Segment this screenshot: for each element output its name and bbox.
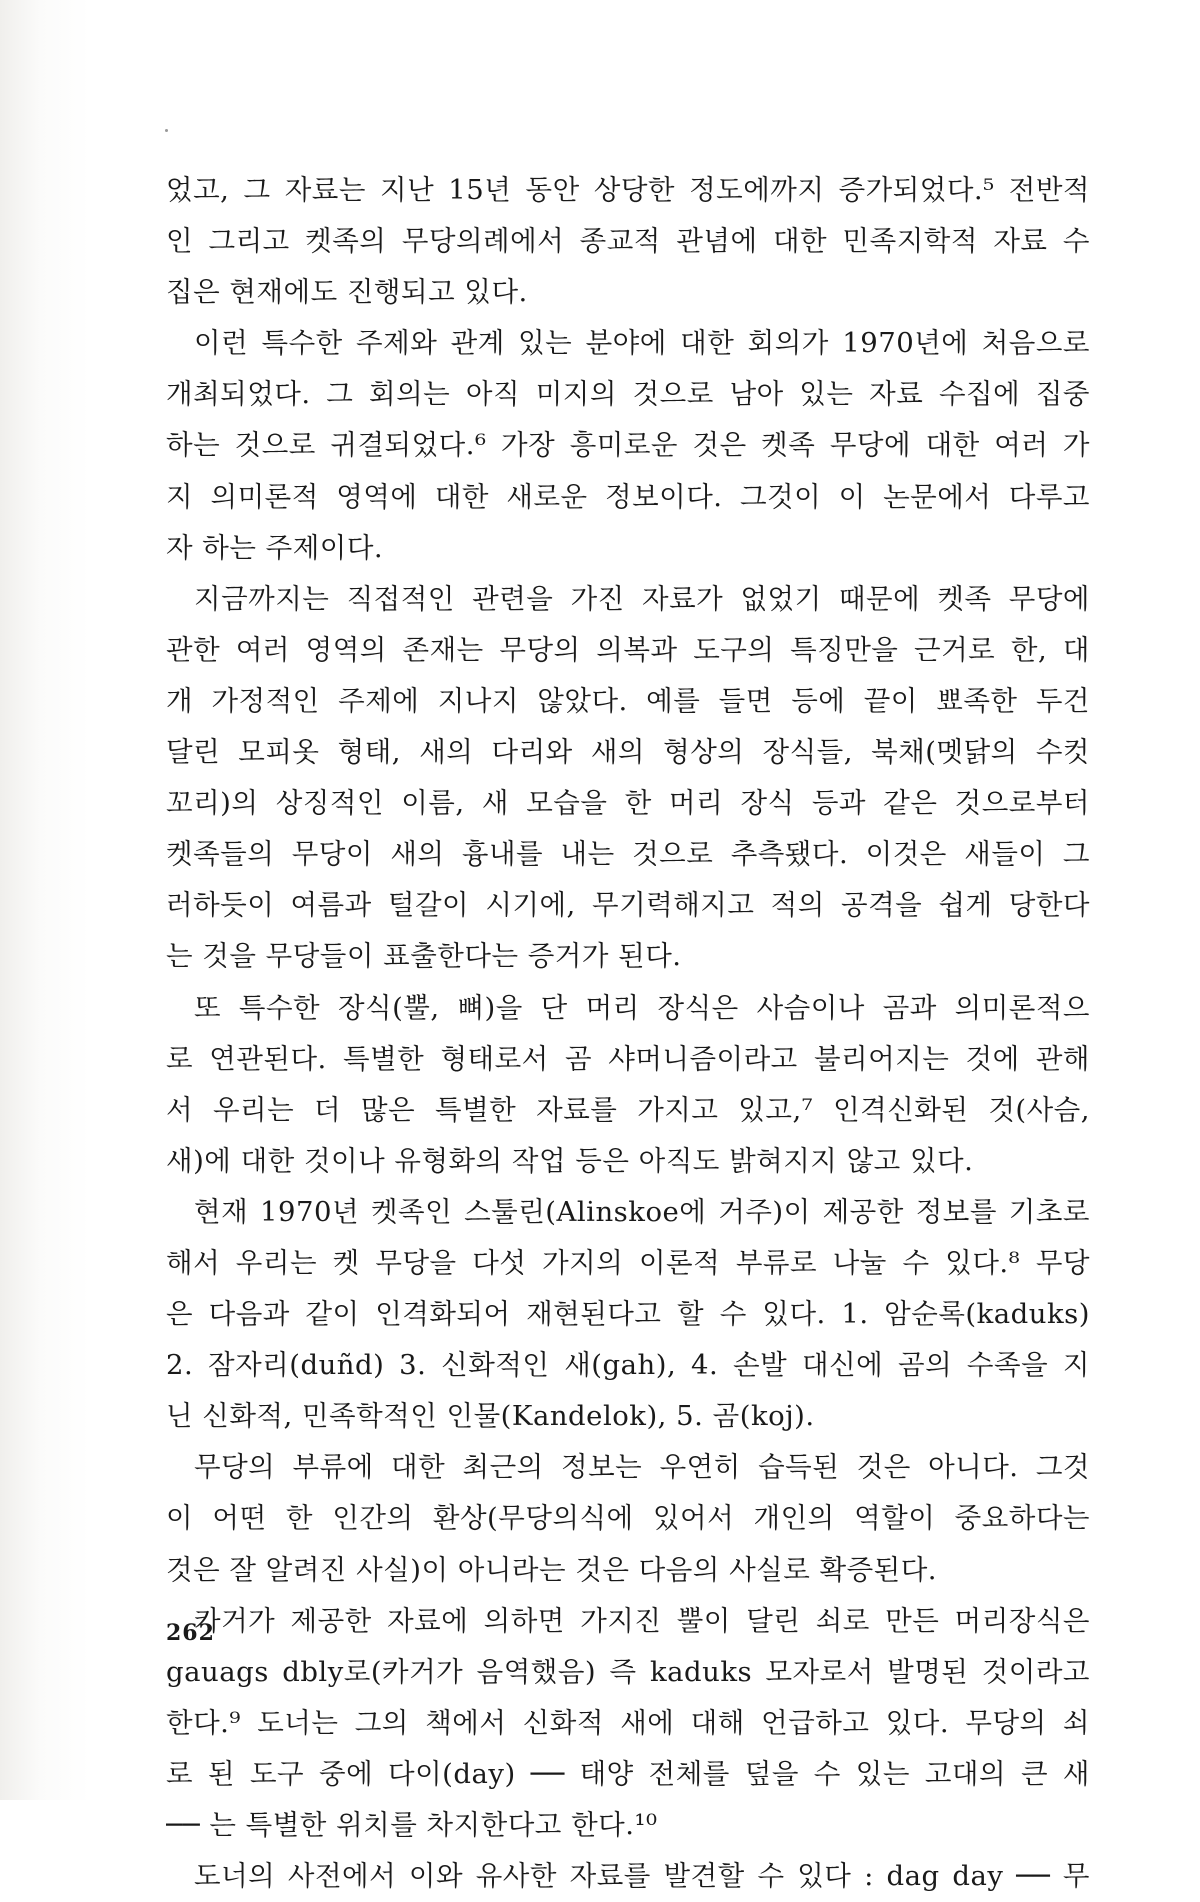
body-text (166, 165, 1090, 1902)
text-line: 이 어떤 한 인간의 환상(무당의식에 있어서 개인의 역할이 중요하다는 (166, 1502, 1090, 1535)
text-line: 무당의 부류에 대한 최근의 정보는 우연히 습득된 것은 아니다. 그것 (194, 1451, 1090, 1484)
text-line: 닌 신화적, 민족학적인 인물(Kandelok), 5. 곰(koj). (166, 1400, 815, 1433)
text-line: 해서 우리는 켓 무당을 다섯 가지의 이론적 부류로 나눌 수 있다.⁸ 무당 (166, 1246, 1090, 1279)
text-line: 카거가 제공한 자료에 의하면 가지진 뿔이 달린 쇠로 만든 머리장식은 (194, 1604, 1090, 1637)
text-line: 로 연관된다. 특별한 형태로서 곰 샤머니즘이라고 불리어지는 것에 관해 (166, 1042, 1090, 1075)
text-line: 지 의미론적 영역에 대한 새로운 정보이다. 그것이 이 논문에서 다루고 (166, 480, 1090, 513)
text-line: 한다.⁹ 도너는 그의 책에서 신화적 새에 대해 언급하고 있다. 무당의 쇠 (166, 1706, 1090, 1739)
text-line: 현재 1970년 켓족인 스툴린(Alinskoe에 거주)이 제공한 정보를 기초로 (194, 1195, 1090, 1228)
text-line: 이런 특수한 주제와 관계 있는 분야에 대한 회의가 1970년에 처음으로 (194, 327, 1090, 360)
text-line: 2. 잠자리(duñd) 3. 신화적인 새(gah), 4. 손발 대신에 곰의 수족을 지 (166, 1349, 1090, 1382)
text-line: 집은 현재에도 진행되고 있다. (166, 276, 528, 309)
text-line: 는 것을 무당들이 표출한다는 증거가 된다. (166, 940, 682, 973)
text-line: 도너의 사전에서 이와 유사한 자료를 발견할 수 있다 : dag day ── 무 (194, 1860, 1090, 1893)
text-line: 것은 잘 알려진 사실)이 아니라는 것은 다음의 사실로 확증된다. (166, 1553, 938, 1586)
page-number: 262 (166, 1620, 215, 1646)
scan-speck (165, 129, 168, 132)
text-line: 서 우리는 더 많은 특별한 자료를 가지고 있고,⁷ 인격신화된 것(사슴, (166, 1093, 1090, 1126)
text-line: 자 하는 주제이다. (166, 531, 384, 564)
text-line: 새)에 대한 것이나 유형화의 작업 등은 아직도 밝혀지지 않고 있다. (166, 1144, 974, 1177)
text-line: 개 가정적인 주제에 지나지 않았다. 예를 들면 등에 끝이 뾰족한 두건 (166, 684, 1090, 717)
text-line: 은 다음과 같이 인격화되어 재현된다고 할 수 있다. 1. 암순록(kaduks) (166, 1298, 1090, 1331)
text-line: 지금까지는 직접적인 관련을 가진 자료가 없었기 때문에 켓족 무당에 (194, 582, 1090, 615)
text-line: 러하듯이 여름과 털갈이 시기에, 무기력해지고 적의 공격을 쉽게 당한다 (166, 889, 1090, 922)
text-line: 개최되었다. 그 회의는 아직 미지의 것으로 남아 있는 자료 수집에 집중 (166, 378, 1090, 411)
text-line: 켓족들의 무당이 새의 흉내를 내는 것으로 추측됐다. 이것은 새들이 그 (166, 838, 1090, 871)
text-line: 또 특수한 장식(뿔, 뼈)을 단 머리 장식은 사슴이나 곰과 의미론적으 (194, 991, 1090, 1024)
text-line: 꼬리)의 상징적인 이름, 새 모습을 한 머리 장식 등과 같은 것으로부터 (166, 787, 1090, 820)
text-line: 었고, 그 자료는 지난 15년 동안 상당한 정도에까지 증가되었다.⁵ 전반적 (166, 174, 1090, 206)
text-line: 로 된 도구 중에 다이(day) ── 태양 전체를 덮을 수 있는 고대의 큰 새 (166, 1757, 1090, 1790)
text-line: 달린 모피옷 형태, 새의 다리와 새의 형상의 장식들, 북채(멧닭의 수컷 (166, 736, 1090, 769)
text-line: 하는 것으로 귀결되었다.⁶ 가장 흥미로운 것은 켓족 무당에 대한 여러 가 (166, 429, 1090, 462)
text-line: gauags dbly로(카거가 음역했음) 즉 kaduks 모자로서 발명된 것이라고 (166, 1655, 1090, 1688)
text-line: 인 그리고 켓족의 무당의례에서 종교적 관념에 대한 민족지학적 자료 수 (166, 225, 1090, 258)
text-line: ── 는 특별한 위치를 차지한다고 한다.¹⁰ (166, 1809, 658, 1841)
text-line: 관한 여러 영역의 존재는 무당의 의복과 도구의 특징만을 근거로 한, 대 (166, 633, 1090, 666)
